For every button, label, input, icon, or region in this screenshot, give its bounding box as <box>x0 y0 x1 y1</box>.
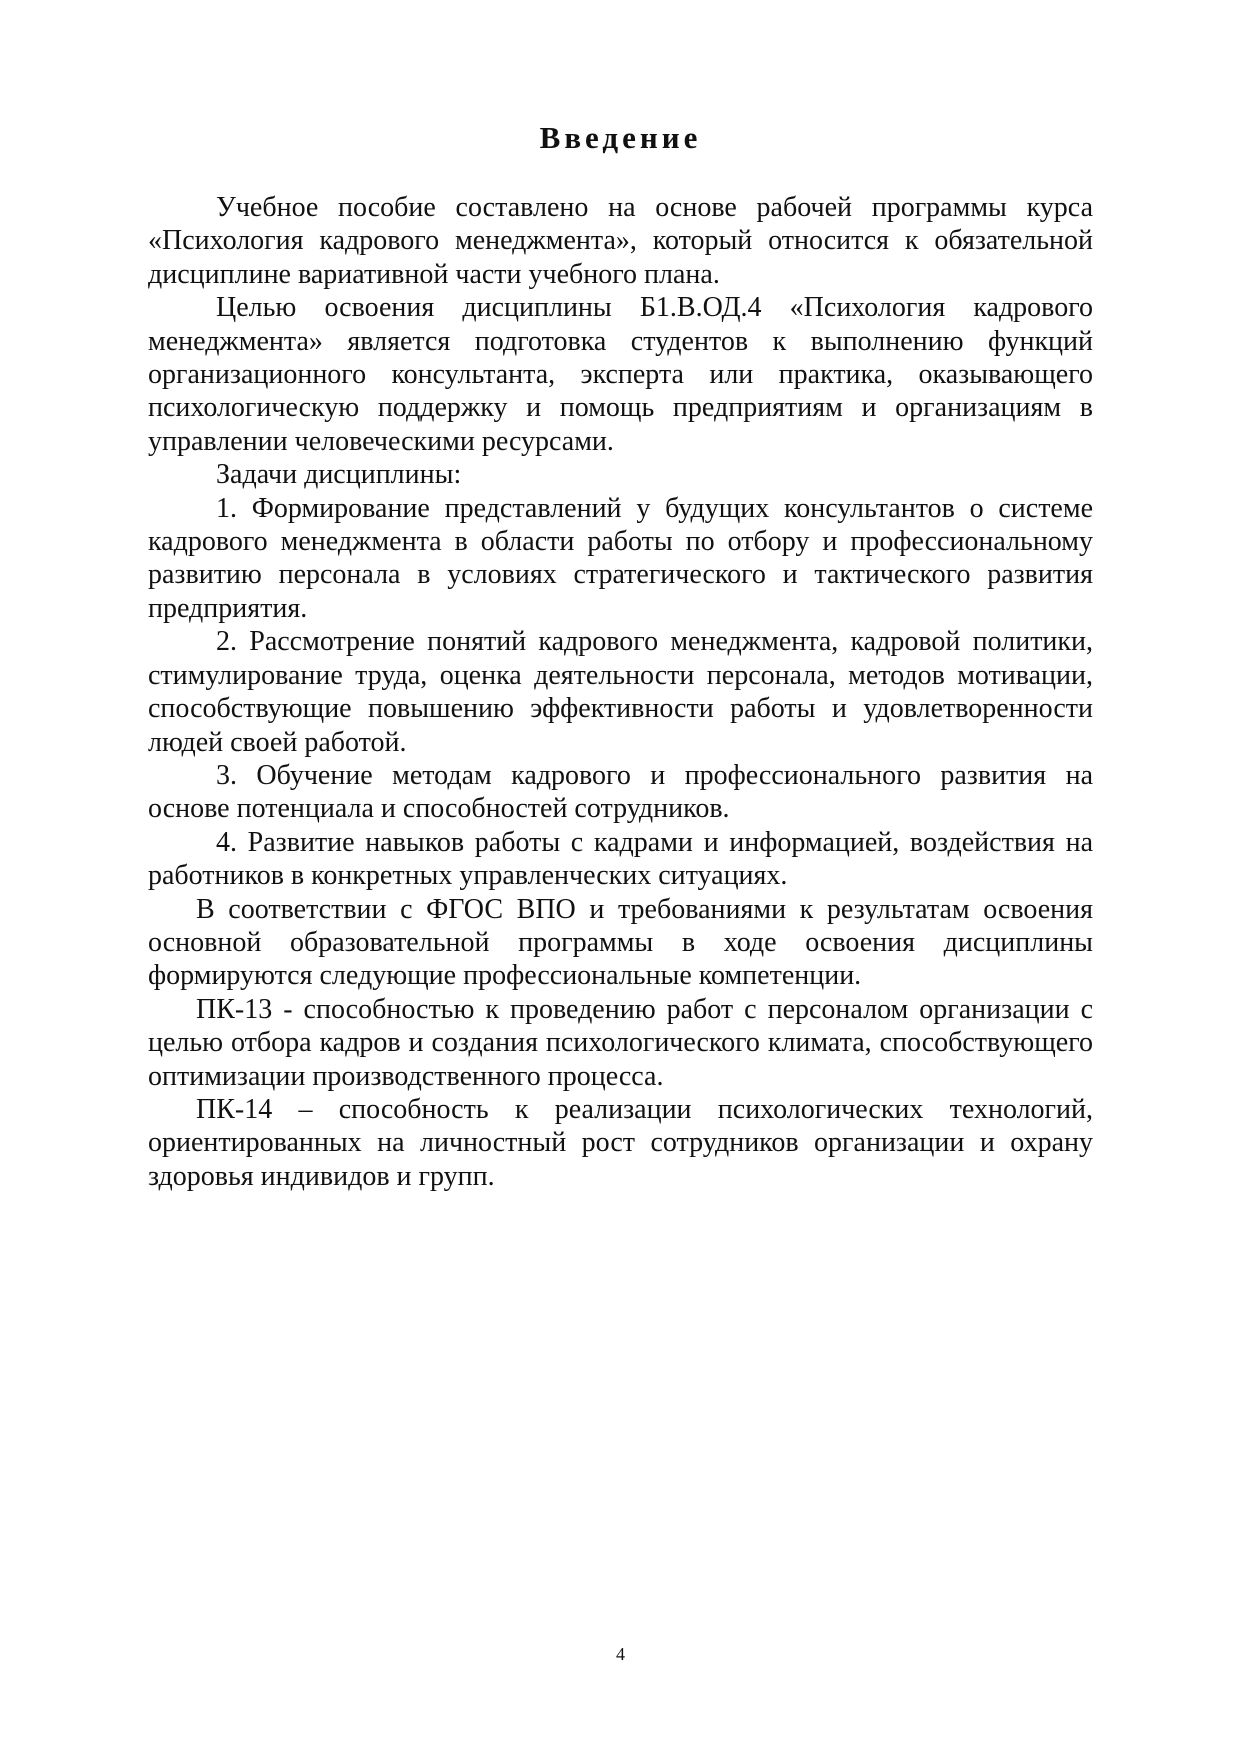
task-item-4: 4. Развитие навыков работы с кадрами и информацией, воздействия на работников в конкретных управленческих ситуациях. <box>148 826 1093 892</box>
paragraph-fgos: В соответствии с ФГОС ВПО и требованиями к результатам освоения основной образовательной программы в ходе освоения дисциплины формируются следующие профессиональные компетенции. <box>148 893 1093 992</box>
paragraph-tasks-heading: Задачи дисциплины: <box>216 459 462 491</box>
competence-pk-13: ПК-13 - способностью к проведению работ с персоналом организации с целью отбора кадров и создания психологического климата, способствующего оптимизации производственного процесса. <box>148 993 1093 1092</box>
paragraph-goal: Целью освоения дисциплины Б1.В.ОД.4 «Психология кадрового менеджмента» является подготовка студентов к выполнению функций организационного консультанта, эксперта или практика, оказывающего психологическую поддержку и помощь предприятиям и организациям в управлении человеческими ресурсами. <box>148 292 1093 457</box>
task-item-3: 3. Обучение методам кадрового и профессионального развития на основе потенциала и способностей сотрудников. <box>148 759 1093 825</box>
page-title: Введение <box>539 120 702 155</box>
body-text <box>148 191 1093 1193</box>
page-number: 4 <box>616 1644 625 1664</box>
competence-pk-14: ПК-14 – способность к реализации психологических технологий, ориентированных на личностный рост сотрудников организации и охрану здоровья индивидов и групп. <box>148 1093 1093 1192</box>
paragraph-intro: Учебное пособие составлено на основе рабочей программы курса «Психология кадрового менеджмента», который относится к обязательной дисциплине вариативной части учебного плана. <box>148 192 1093 290</box>
task-item-1: 1. Формирование представлений у будущих консультантов о системе кадрового менеджмента в области работы по отбору и профессиональному развитию персонала в условиях стратегического и тактического развития предприятия. <box>148 492 1093 624</box>
task-item-2: 2. Рассмотрение понятий кадрового менеджмента, кадровой политики, стимулирование труда, оценка деятельности персонала, методов мотивации, способствующие повышению эффективности работы и удовлетворенности людей своей работой. <box>148 626 1093 758</box>
